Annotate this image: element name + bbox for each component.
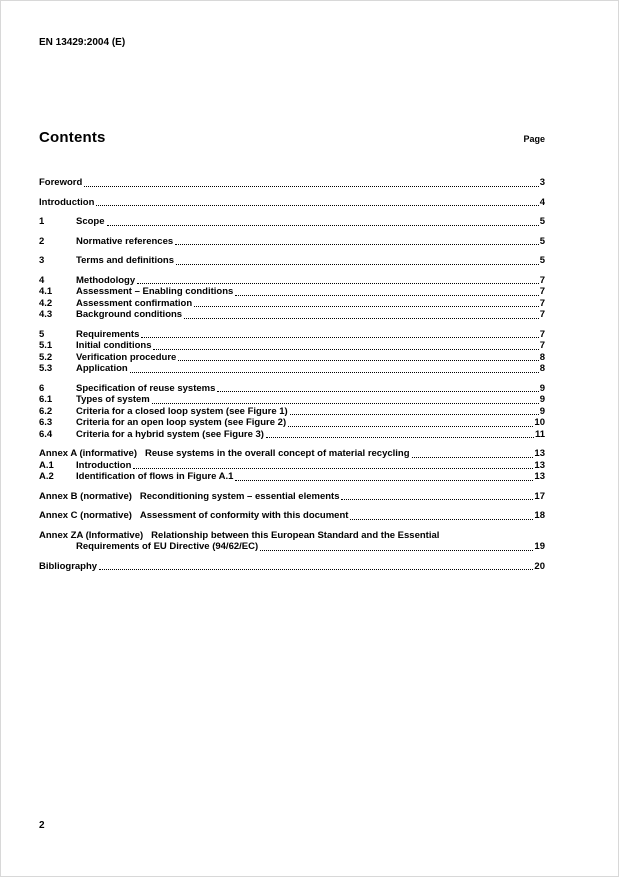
toc-entry [39, 530, 545, 542]
toc-entry-title: Normative references [76, 235, 174, 247]
toc-entry-page: 20 [534, 560, 545, 572]
toc-entry-page: 7 [539, 328, 545, 340]
dot-leader [341, 499, 533, 500]
toc-entry-title: Specification of reuse systems [76, 382, 216, 394]
toc-entry-number: 5.3 [39, 363, 53, 374]
toc-entry-title: Application [76, 363, 128, 374]
toc-entry-page: 13 [534, 471, 545, 482]
toc-entry-title: Verification procedure [76, 351, 177, 363]
toc-entry-page: 3 [539, 177, 545, 188]
dot-leader [184, 318, 539, 319]
toc-entry-page: 7 [539, 309, 545, 320]
toc-entry-page: 10 [534, 417, 545, 428]
toc-entry [39, 298, 545, 310]
toc-entry-title: Background conditions [76, 309, 183, 320]
toc-entry-page: 9 [539, 394, 545, 405]
toc-entry [39, 394, 545, 406]
toc-entry-title: Requirements [76, 328, 140, 340]
toc-entry-page: 9 [539, 405, 545, 417]
toc-entry [39, 448, 545, 460]
toc-entry [39, 236, 545, 248]
dot-leader [178, 360, 538, 361]
toc-entry-page: 13 [534, 459, 545, 471]
toc-entry-title: Criteria for a closed loop system (see Figure 1) [76, 405, 288, 417]
toc-entry-title: Assessment confirmation [76, 297, 193, 309]
toc-entry-number: A.2 [39, 471, 54, 482]
toc-entry [39, 406, 545, 418]
toc-entry-page: 13 [534, 448, 545, 459]
toc-entry-number: 6 [39, 382, 45, 394]
toc-entry-page: 11 [534, 428, 545, 440]
dot-leader [96, 205, 538, 206]
toc-entry-page: 8 [539, 363, 545, 374]
toc-entry-number: A.1 [39, 459, 54, 471]
dot-leader [152, 403, 539, 404]
toc-entry-number: 6.3 [39, 417, 53, 428]
toc-entry [39, 309, 545, 321]
toc-entry-number: 4.2 [39, 297, 53, 309]
dot-leader [175, 244, 539, 245]
toc-entry [39, 286, 545, 298]
dot-leader [141, 337, 538, 338]
toc-entry-page: 5 [539, 216, 545, 227]
toc-entry-title: Bibliography [39, 560, 98, 572]
toc-entry-page: 5 [539, 255, 545, 266]
dot-leader [84, 186, 538, 187]
dot-leader [133, 468, 533, 469]
page-column-label: Page [523, 134, 545, 144]
dot-leader [412, 457, 534, 458]
toc-entry [39, 561, 545, 573]
toc-entry-title: Requirements of EU Directive (94/62/EC) [76, 541, 259, 552]
toc-entry [39, 340, 545, 352]
toc-entry-title: Identification of flows in Figure A.1 [76, 471, 234, 482]
toc-entry-number: Annex ZA (Informative) [39, 529, 144, 541]
toc-entry-page: 8 [539, 351, 545, 363]
toc-entry-title: Relationship between this European Standard and the Essential [151, 529, 440, 541]
toc-entry-page: 4 [539, 196, 545, 208]
contents-header-row [39, 129, 545, 146]
dot-leader [99, 569, 533, 570]
toc-entry [39, 255, 545, 267]
toc-entry-title: Methodology [76, 274, 136, 286]
toc-entry-title: Foreword [39, 177, 83, 188]
table-of-contents [39, 169, 545, 572]
toc-entry [39, 491, 545, 503]
dot-leader [153, 349, 538, 350]
toc-entry-title: Introduction [76, 459, 132, 471]
toc-entry [39, 275, 545, 287]
toc-entry-title: Criteria for a hybrid system (see Figure 3) [76, 428, 264, 440]
toc-entry-number: 3 [39, 255, 45, 266]
toc-entry-title: Reuse systems in the overall concept of material recycling [145, 448, 410, 459]
toc-entry-page: 17 [534, 490, 545, 502]
dot-leader [137, 283, 539, 284]
dot-leader [290, 414, 539, 415]
dot-leader [266, 437, 534, 438]
toc-entry-number: 4.1 [39, 286, 53, 297]
dot-leader [217, 391, 538, 392]
toc-entry [39, 417, 545, 429]
toc-entry-number: 4.3 [39, 309, 53, 320]
toc-entry-page: 7 [539, 274, 545, 286]
dot-leader [350, 519, 533, 520]
dot-leader [194, 306, 539, 307]
dot-leader [235, 480, 533, 481]
toc-entry [39, 510, 545, 522]
toc-entry-number: 6.1 [39, 394, 53, 405]
toc-entry-title: Terms and definitions [76, 255, 175, 266]
toc-entry-title: Types of system [76, 394, 150, 405]
contents-title: Contents [39, 129, 106, 146]
toc-entry-page: 18 [534, 510, 545, 521]
toc-entry-title: Scope [76, 216, 105, 227]
toc-entry-number: 5.2 [39, 351, 53, 363]
header-standard-number: EN 13429:2004 (E) [39, 37, 126, 48]
toc-entry [39, 363, 545, 375]
toc-entry-page: 19 [534, 541, 545, 552]
toc-entry [39, 177, 545, 189]
toc-entry-page: 5 [539, 235, 545, 247]
toc-entry-number: 2 [39, 235, 45, 247]
toc-entry [39, 460, 545, 472]
toc-entry-number: 6.4 [39, 428, 53, 440]
toc-entry [39, 197, 545, 209]
toc-entry-page: 7 [539, 340, 545, 351]
toc-entry [39, 216, 545, 228]
dot-leader [260, 550, 533, 551]
toc-entry-number: 1 [39, 216, 45, 227]
toc-entry [39, 383, 545, 395]
toc-entry-title: Assessment of conformity with this document [139, 510, 349, 521]
footer-page-number: 2 [39, 820, 45, 831]
toc-entry-title: Introduction [39, 196, 95, 208]
toc-entry-title: Assessment – Enabling conditions [76, 286, 234, 297]
dot-leader [176, 264, 539, 265]
dot-leader [235, 295, 538, 296]
toc-entry-title: Reconditioning system – essential elements [139, 490, 340, 502]
toc-entry-page: 9 [539, 382, 545, 394]
dot-leader [130, 372, 539, 373]
toc-entry [39, 429, 545, 441]
toc-entry [39, 471, 545, 483]
toc-entry-number: Annex C (normative) [39, 510, 132, 521]
toc-entry-number: Annex B (normative) [39, 490, 132, 502]
toc-entry-page: 7 [539, 286, 545, 297]
toc-entry-number: 6.2 [39, 405, 53, 417]
toc-entry-number: 4 [39, 274, 45, 286]
dot-leader [288, 426, 533, 427]
toc-entry [39, 329, 545, 341]
toc-entry-number: 5.1 [39, 340, 53, 351]
toc-entry [39, 541, 545, 553]
toc-entry [39, 352, 545, 364]
toc-entry-title: Initial conditions [76, 340, 152, 351]
toc-entry-number: Annex A (informative) [39, 448, 138, 459]
toc-entry-title: Criteria for an open loop system (see Figure 2) [76, 417, 287, 428]
toc-entry-number: 5 [39, 328, 45, 340]
toc-entry-page: 7 [539, 297, 545, 309]
dot-leader [107, 225, 539, 226]
